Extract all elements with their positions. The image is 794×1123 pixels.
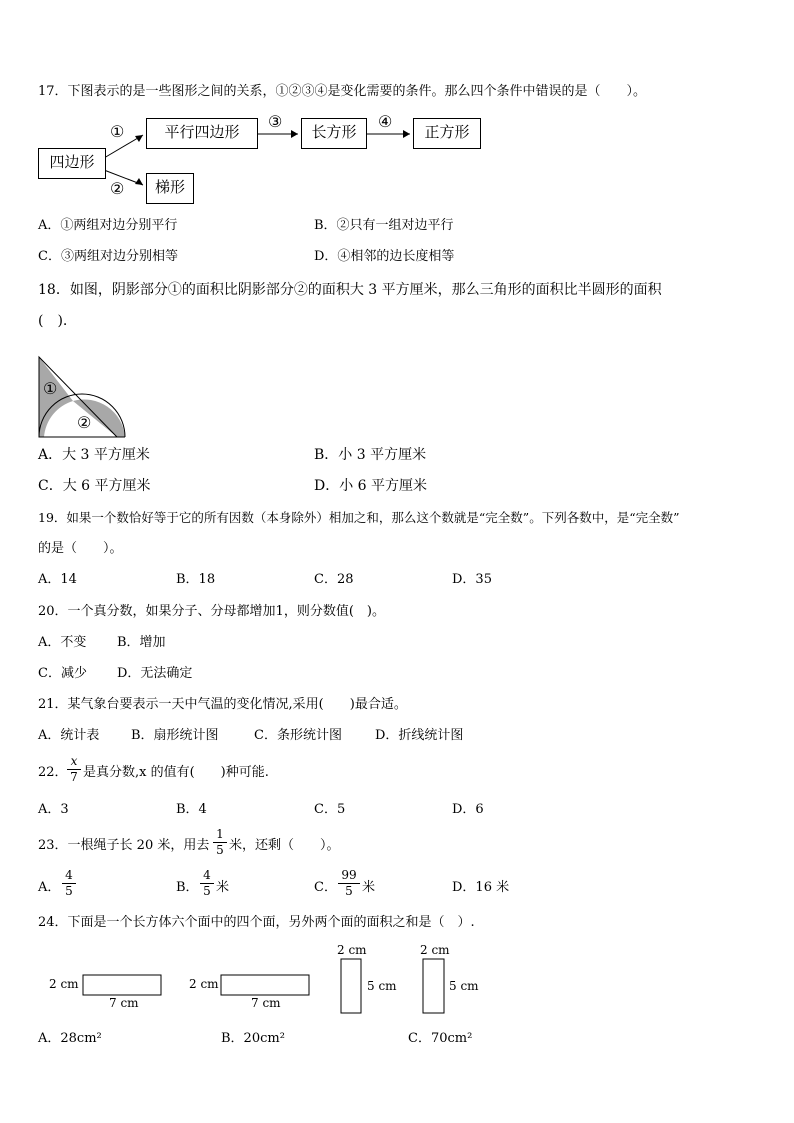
q23-b-den: 5 xyxy=(203,884,211,898)
q23-option-d[interactable]: D．16 米 xyxy=(452,880,510,895)
q23-option-a-label: A． xyxy=(38,880,61,895)
q21-option-d[interactable]: D．折线统计图 xyxy=(375,728,464,743)
q21-option-a[interactable]: A．统计表 xyxy=(38,728,100,743)
q17-text: 17．下图表示的是一些图形之间的关系，①②③④是变化需要的条件。那么四个条件中错误的是（ ）。 xyxy=(38,84,647,99)
condition-4: ④ xyxy=(378,112,393,131)
face2-height-label: 2 cm xyxy=(189,977,219,991)
box-trapezoid: 梯形 xyxy=(146,173,194,204)
q18-text-line2: ( ). xyxy=(38,313,68,329)
q17-option-c[interactable]: C．③两组对边分别相等 xyxy=(38,249,178,264)
q17-option-a[interactable]: A．①两组对边分别平行 xyxy=(38,218,178,233)
q19-text-line2: 的是（ ）。 xyxy=(38,541,123,556)
q19-option-d[interactable]: D．35 xyxy=(452,572,492,587)
q23-option-b-label: B． xyxy=(176,880,199,895)
fig-label-2: ② xyxy=(77,413,92,432)
q22-number: 22． xyxy=(38,765,68,780)
q23-option-b-unit: 米 xyxy=(216,880,230,895)
q18-option-c[interactable]: C．大 6 平方厘米 xyxy=(38,478,151,494)
q19-option-c[interactable]: C．28 xyxy=(314,572,354,587)
face3-side-label: 5 cm xyxy=(367,979,397,993)
q20-text: 20．一个真分数，如果分子、分母都增加1，则分数值( )。 xyxy=(38,604,385,619)
q24-option-c[interactable]: C．70cm² xyxy=(408,1031,473,1046)
q21-option-c[interactable]: C．条形统计图 xyxy=(254,728,342,743)
face4-top-label: 2 cm xyxy=(420,943,450,957)
q23-a-den: 5 xyxy=(65,884,73,898)
condition-2: ② xyxy=(110,179,125,198)
q23-c-num: 99 xyxy=(341,868,357,882)
q18-option-a[interactable]: A．大 3 平方厘米 xyxy=(38,447,150,463)
q23-option-c-label: C． xyxy=(314,880,337,895)
q19-option-b[interactable]: B．18 xyxy=(176,572,216,587)
q22-text: 是真分数,x 的值有( )种可能. xyxy=(83,765,269,780)
q20-option-b[interactable]: B．增加 xyxy=(117,635,166,650)
q20-option-d[interactable]: D．无法确定 xyxy=(117,666,193,681)
q23-a-num: 4 xyxy=(65,868,73,882)
q23-c-den: 5 xyxy=(345,884,353,898)
q21-text: 21．某气象台要表示一天中气温的变化情况,采用( )最合适。 xyxy=(38,697,407,712)
q23-fraction-denominator: 5 xyxy=(216,843,224,857)
q24-option-a[interactable]: A．28cm² xyxy=(38,1031,102,1046)
q23-text-b: 米，还剩（ ）。 xyxy=(229,838,340,853)
q20-option-a[interactable]: A．不变 xyxy=(38,635,87,650)
q19-text-line1: 19．如果一个数恰好等于它的所有因数（本身除外）相加之和，那么这个数就是“完全数”。下列各数中，是“完全数” xyxy=(38,510,680,525)
q18-text-line1: 18．如图，阴影部分①的面积比阴影部分②的面积大 3 平方厘米，那么三角形的面积比半圆形的面积 xyxy=(38,282,662,298)
q19-option-a[interactable]: A．14 xyxy=(38,572,77,587)
q23-b-num: 4 xyxy=(203,868,211,882)
q18-option-b[interactable]: B．小 3 平方厘米 xyxy=(314,447,427,463)
condition-1: ① xyxy=(110,122,125,141)
box-rectangle: 长方形 xyxy=(301,118,367,149)
box-square: 正方形 xyxy=(413,118,481,149)
box-quadrilateral: 四边形 xyxy=(38,148,106,179)
face3-top-label: 2 cm xyxy=(337,943,367,957)
q22-option-a[interactable]: A．3 xyxy=(38,802,69,817)
face1-height-label: 2 cm xyxy=(49,977,79,991)
q24-option-b[interactable]: B．20cm² xyxy=(221,1031,285,1046)
q23-fraction-numerator: 1 xyxy=(216,827,224,841)
fig-label-1: ① xyxy=(43,379,58,398)
q24-text: 24．下面是一个长方体六个面中的四个面，另外两个面的面积之和是（ ）. xyxy=(38,915,475,930)
q22-option-d[interactable]: D．6 xyxy=(452,802,484,817)
q23-text-a: 23．一根绳子长 20 米，用去 xyxy=(38,838,210,853)
q22-option-b[interactable]: B．4 xyxy=(176,802,207,817)
q18-option-d[interactable]: D．小 6 平方厘米 xyxy=(314,478,428,494)
q17-option-b[interactable]: B．②只有一组对边平行 xyxy=(314,218,454,233)
q22-fraction-numerator: x xyxy=(70,754,78,768)
q17-option-d[interactable]: D．④相邻的边长度相等 xyxy=(314,249,455,264)
face4-side-label: 5 cm xyxy=(449,979,479,993)
box-parallelogram: 平行四边形 xyxy=(146,118,258,149)
q21-option-b[interactable]: B．扇形统计图 xyxy=(131,728,219,743)
q20-option-c[interactable]: C．减少 xyxy=(38,666,87,681)
q22-fraction-denominator: 7 xyxy=(70,770,78,784)
condition-3: ③ xyxy=(268,112,283,131)
face2-width-label: 7 cm xyxy=(251,996,281,1010)
q22-option-c[interactable]: C．5 xyxy=(314,802,346,817)
q23-option-c-unit: 米 xyxy=(362,880,376,895)
face1-width-label: 7 cm xyxy=(109,996,139,1010)
